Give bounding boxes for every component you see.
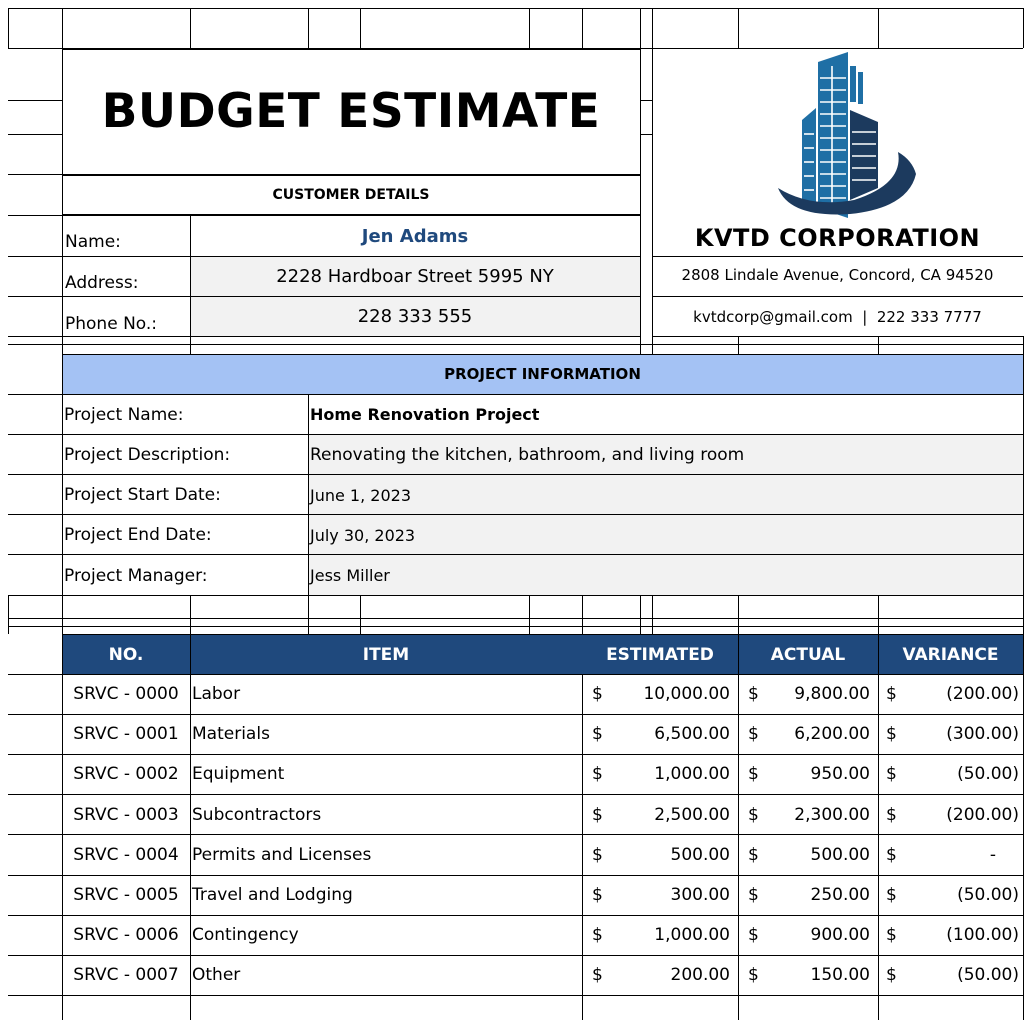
cell-estimated: 6,500.00 <box>654 724 730 745</box>
cell-no: SRVC - 0006 <box>73 925 179 946</box>
grid-hline <box>640 134 652 135</box>
grid-vline <box>190 596 191 634</box>
company-name: KVTD CORPORATION <box>694 224 981 252</box>
grid-hline <box>62 354 1023 355</box>
grid-vline <box>1023 8 1024 48</box>
grid-hline <box>8 955 1023 956</box>
cell-variance: (50.00) <box>957 965 1019 986</box>
cell-actual: 150.00 <box>810 965 870 986</box>
project-description-value: Renovating the kitchen, bathroom, and living room <box>310 445 745 465</box>
company-address: 2808 Lindale Avenue, Concord, CA 94520 <box>681 266 994 284</box>
cell-actual: 950.00 <box>810 764 870 785</box>
cell-variance: (300.00) <box>946 724 1019 745</box>
grid-vline <box>640 336 641 354</box>
grid-vline <box>1023 354 1024 596</box>
cell-item: Subcontractors <box>192 804 322 825</box>
grid-hline <box>62 256 640 257</box>
cell-variance: (50.00) <box>957 764 1019 785</box>
grid-hline <box>8 754 1023 755</box>
grid-hline <box>62 175 640 176</box>
grid-hline <box>8 48 62 49</box>
grid-vline <box>308 8 309 48</box>
grid-hline <box>8 514 1023 515</box>
currency-symbol: $ <box>592 764 603 785</box>
cell-variance: - <box>989 844 996 865</box>
currency-symbol: $ <box>748 684 759 704</box>
grid-vline <box>529 596 530 634</box>
currency-symbol: $ <box>592 885 603 905</box>
grid-vline <box>738 8 739 48</box>
project-start-label: Project Start Date: <box>64 485 221 505</box>
grid-vline <box>308 394 309 596</box>
cell-item: Labor <box>192 684 241 704</box>
cell-no: SRVC - 0001 <box>73 724 179 745</box>
grid-hline <box>652 296 1023 297</box>
project-name-value: Home Renovation Project <box>310 405 540 424</box>
grid-hline <box>8 595 1023 596</box>
page-title: BUDGET ESTIMATE <box>101 84 601 139</box>
currency-symbol: $ <box>592 925 603 946</box>
grid-hline <box>652 256 1023 257</box>
grid-hline <box>8 134 62 135</box>
start-fill <box>308 475 1023 515</box>
grid-hline <box>8 394 1023 395</box>
project-start-value: June 1, 2023 <box>310 486 411 505</box>
cell-item: Other <box>192 965 241 986</box>
currency-symbol: $ <box>748 925 759 946</box>
cell-actual: 250.00 <box>810 885 870 905</box>
grid-vline <box>640 596 641 634</box>
grid-vline <box>190 634 191 1020</box>
manager-fill <box>308 555 1023 595</box>
cell-no: SRVC - 0004 <box>73 844 179 865</box>
customer-phone-value: 228 333 555 <box>357 306 473 327</box>
col-header-actual: ACTUAL <box>770 645 846 665</box>
grid-vline <box>62 354 63 596</box>
currency-symbol: $ <box>886 885 897 905</box>
col-header-no: NO. <box>108 645 144 665</box>
grid-vline <box>878 634 879 1020</box>
cell-item: Equipment <box>192 764 285 785</box>
customer-name-value: Jen Adams <box>361 226 469 247</box>
cell-actual: 2,300.00 <box>794 804 870 825</box>
currency-symbol: $ <box>592 804 603 825</box>
project-manager-label: Project Manager: <box>64 566 208 586</box>
grid-hline <box>8 875 1023 876</box>
cell-no: SRVC - 0005 <box>73 885 179 905</box>
project-end-value: July 30, 2023 <box>310 526 416 545</box>
currency-symbol: $ <box>886 925 897 946</box>
cell-estimated: 1,000.00 <box>654 925 730 946</box>
grid-vline <box>878 596 879 634</box>
cell-actual: 500.00 <box>810 844 870 865</box>
cell-variance: (100.00) <box>946 925 1019 946</box>
grid-vline <box>360 596 361 634</box>
grid-vline <box>640 8 641 48</box>
grid-hline <box>8 626 1023 627</box>
currency-symbol: $ <box>592 844 603 865</box>
grid-vline <box>62 8 63 48</box>
col-header-estimated: ESTIMATED <box>606 645 714 665</box>
project-manager-value: Jess Miller <box>310 566 390 585</box>
end-fill <box>308 515 1023 555</box>
grid-hline <box>8 296 62 297</box>
grid-vline <box>582 8 583 48</box>
grid-vline <box>582 674 583 1020</box>
company-contact: kvtdcorp@gmail.com | 222 333 7777 <box>693 308 982 326</box>
currency-symbol: $ <box>592 965 603 986</box>
grid-vline <box>360 8 361 48</box>
grid-vline <box>652 336 653 354</box>
cell-estimated: 1,000.00 <box>654 764 730 785</box>
grid-hline <box>8 915 1023 916</box>
grid-vline <box>62 215 63 354</box>
grid-vline <box>738 596 739 634</box>
cell-estimated: 500.00 <box>670 844 730 865</box>
cell-actual: 6,200.00 <box>794 724 870 745</box>
grid-vline <box>308 596 309 634</box>
grid-hline <box>8 8 1023 9</box>
customer-phone-label: Phone No.: <box>65 314 158 334</box>
grid-vline <box>878 336 879 354</box>
cell-variance: (200.00) <box>946 684 1019 704</box>
customer-address-value: 2228 Hardboar Street 5995 NY <box>276 266 554 287</box>
grid-hline <box>8 834 1023 835</box>
cell-no: SRVC - 0007 <box>73 965 179 986</box>
grid-hline <box>62 296 640 297</box>
grid-vline <box>582 596 583 634</box>
currency-symbol: $ <box>886 965 897 986</box>
grid-hline <box>8 336 62 337</box>
grid-hline <box>652 336 1023 337</box>
cell-variance: (50.00) <box>957 885 1019 905</box>
currency-symbol: $ <box>748 724 759 745</box>
currency-symbol: $ <box>886 724 897 745</box>
cell-item: Materials <box>192 724 270 745</box>
grid-hline <box>8 344 62 345</box>
cell-item: Contingency <box>192 925 299 946</box>
grid-vline <box>1023 336 1024 354</box>
grid-hline <box>8 434 1023 435</box>
cell-no: SRVC - 0000 <box>73 684 179 704</box>
cell-estimated: 200.00 <box>670 965 730 986</box>
cell-variance: (200.00) <box>946 804 1019 825</box>
grid-hline <box>62 344 1023 345</box>
cell-no: SRVC - 0003 <box>73 804 179 825</box>
grid-vline <box>62 596 63 634</box>
currency-symbol: $ <box>886 684 897 704</box>
cell-estimated: 10,000.00 <box>643 684 730 704</box>
grid-vline <box>1023 596 1024 634</box>
customer-name-label: Name: <box>65 232 121 252</box>
grid-hline <box>640 100 652 101</box>
grid-hline <box>8 174 62 175</box>
currency-symbol: $ <box>886 804 897 825</box>
col-header-item: ITEM <box>362 645 410 665</box>
currency-symbol: $ <box>748 764 759 785</box>
currency-symbol: $ <box>886 764 897 785</box>
cell-estimated: 2,500.00 <box>654 804 730 825</box>
cell-no: SRVC - 0002 <box>73 764 179 785</box>
grid-hline <box>8 794 1023 795</box>
cell-estimated: 300.00 <box>670 885 730 905</box>
currency-symbol: $ <box>592 724 603 745</box>
grid-vline <box>8 596 9 634</box>
grid-hline <box>8 995 1023 996</box>
grid-hline <box>8 618 1023 619</box>
currency-symbol: $ <box>592 684 603 704</box>
cell-actual: 9,800.00 <box>794 684 870 704</box>
grid-vline <box>8 8 9 48</box>
cell-item: Travel and Lodging <box>192 885 353 905</box>
currency-symbol: $ <box>886 844 897 865</box>
grid-hline <box>8 474 1023 475</box>
grid-vline <box>738 336 739 354</box>
building-logo-icon <box>770 48 920 220</box>
currency-symbol: $ <box>748 885 759 905</box>
project-name-label: Project Name: <box>64 405 184 425</box>
currency-symbol: $ <box>748 965 759 986</box>
grid-vline <box>529 8 530 48</box>
grid-vline <box>640 48 641 340</box>
grid-vline <box>878 8 879 48</box>
col-header-variance: VARIANCE <box>902 645 999 665</box>
project-description-label: Project Description: <box>64 445 231 465</box>
grid-vline <box>652 596 653 634</box>
project-info-label: PROJECT INFORMATION <box>444 365 641 383</box>
grid-hline <box>8 714 1023 715</box>
cell-item: Permits and Licenses <box>192 844 372 865</box>
grid-vline <box>652 8 653 48</box>
currency-symbol: $ <box>748 844 759 865</box>
project-end-label: Project End Date: <box>64 525 212 545</box>
grid-hline <box>62 49 640 50</box>
grid-hline <box>62 336 640 337</box>
grid-vline <box>738 634 739 1020</box>
grid-hline <box>62 215 640 216</box>
customer-address-label: Address: <box>65 273 139 293</box>
customer-details-label: CUSTOMER DETAILS <box>272 187 430 203</box>
grid-vline <box>1023 634 1024 1020</box>
grid-hline <box>8 554 1023 555</box>
cell-actual: 900.00 <box>810 925 870 946</box>
grid-hline <box>8 674 1023 675</box>
currency-symbol: $ <box>748 804 759 825</box>
grid-vline <box>190 8 191 48</box>
grid-hline <box>8 256 62 257</box>
grid-hline <box>8 215 62 216</box>
grid-hline <box>8 100 62 101</box>
